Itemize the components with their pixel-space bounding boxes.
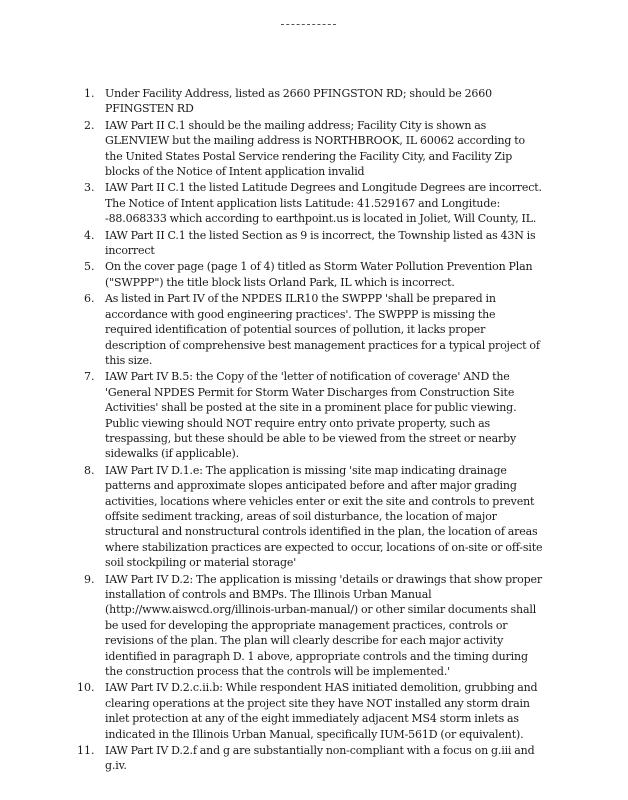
list-item-11: [77, 743, 544, 774]
list-item-6: [84, 291, 544, 368]
item-number: 11.: [77, 744, 95, 758]
item-text: On the cover page (page 1 of 4) titled as Storm Water Pollution Prevention Plan ("SWPPP") the title block lists Orland Park, IL which is incorrect.: [105, 260, 533, 289]
list-item-9: [84, 572, 544, 680]
item-number: 8.: [84, 463, 95, 477]
list-item-1: [84, 86, 544, 117]
list-item-10: [77, 680, 544, 742]
item-text: IAW Part IV D.1.e: The application is missing 'site map indicating drainage patterns and approximate slopes anticipated before and after major grading activities, locations where vehicles enter or exit the site and controls to prevent offsite sediment tracking, areas of soil disturbance, the location of major structural and nonstructural controls identified in the plan, the location of areas where stabilization practices are expected to occur, locations of on-site or off-site soil stockpiling or material storage': [105, 463, 543, 570]
item-text: IAW Part IV D.2.c.ii.b: While respondent HAS initiated demolition, grubbing and clearing operations at the project site they have NOT installed any storm drain inlet protection at any of the eight immediately adjacent MS4 storm inlets as indicated in the Illinois Urban Manual, specifically IUM-561D (or equivalent).: [105, 681, 538, 741]
item-number: 6.: [84, 292, 95, 306]
list-item-7: [84, 369, 544, 461]
list-item-2: [84, 118, 544, 180]
item-number: 1.: [84, 87, 95, 100]
item-number: 4.: [84, 228, 95, 242]
deficiency-list: [77, 86, 544, 775]
item-text: IAW Part II C.1 the listed Section as 9 is incorrect, the Township listed as 43N is incorrect: [105, 228, 536, 258]
item-text: IAW Part II C.1 the listed Latitude Degrees and Longitude Degrees are incorrect. The Notice of Intent application lists Latitude: 41.529167 and Longitude: -88.068333 which according to earthpoint.us is located in Joliet, Will County, IL.: [105, 181, 542, 226]
item-number: 7.: [84, 370, 95, 384]
item-text: IAW Part IV D.2.f and g are substantially non-compliant with a focus on g.iii and g.iv.: [105, 744, 535, 773]
item-number: 2.: [84, 118, 95, 132]
item-number: 9.: [84, 572, 95, 586]
list-item-5: [84, 259, 544, 290]
item-text: As listed in Part IV of the NPDES ILR10 the SWPPP 'shall be prepared in accordance with good engineering practices'. The SWPPP is missing the required identification of potential sources of pollution, it lacks proper description of comprehensive best management practices for a typical project of this size.: [105, 292, 540, 367]
item-text: Under Facility Address, listed as 2660 PFINGSTON RD; should be 2660 PFINGSTEN RD: [105, 87, 492, 116]
item-number: 5.: [84, 260, 95, 274]
item-text: IAW Part II C.1 should be the mailing address; Facility City is shown as GLENVIEW but the mailing address is NORTHBROOK, IL 60062 according to the United States Postal Service rendering the Facility City, and Facility Zip blocks of the Notice of Intent application invalid: [105, 118, 525, 179]
list-item-3: [84, 180, 544, 226]
item-number: 10.: [77, 681, 95, 695]
item-number: 3.: [84, 181, 95, 195]
item-text: IAW Part IV D.2: The application is missing 'details or drawings that show proper installation of controls and BMPs. The Illinois Urban Manual (http://www.aiswcd.org/illinois-urban-manual/) or other similar documents shall be used for developing the appropriate management practices, controls or revisions of the plan. The plan will clearly describe for each major activity identified in paragraph D. 1 above, appropriate controls and the timing during the construction process that the controls will be implemented.': [105, 572, 542, 679]
list-item-8: [84, 463, 544, 571]
list-item-4: [84, 228, 544, 259]
page-header-mark: [281, 24, 336, 25]
item-text: IAW Part IV B.5: the Copy of the 'letter of notification of coverage' AND the 'General NPDES Permit for Storm Water Discharges from Construction Site Activities' shall be posted at the site in a prominent place for public viewing. Public viewing should NOT require entry onto private property, such as trespassing, but these should be able to be viewed from the street or nearby sidewalks (if applicable).: [105, 370, 517, 461]
